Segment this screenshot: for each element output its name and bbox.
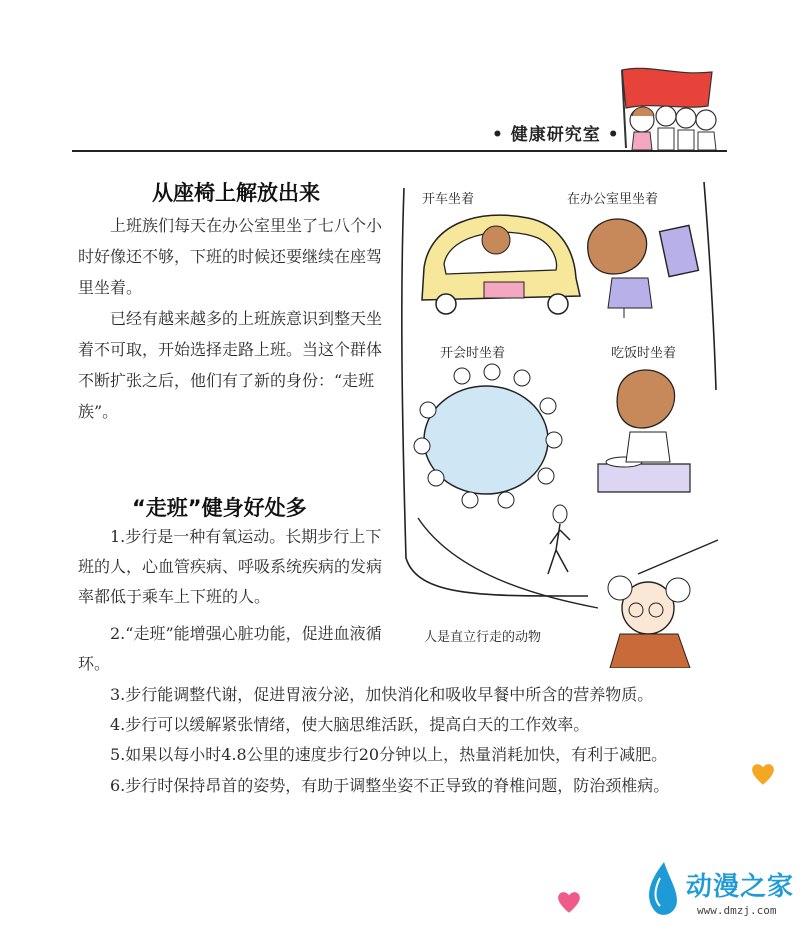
caption-office: 在办公室里坐着 <box>567 192 659 207</box>
caption-dining: 吃饭时坐着 <box>611 346 677 361</box>
paragraph-1: 上班族们每天在办公室里坐了七八个小时好像还不够，下班的时候还要继续在座驾里坐着。 <box>78 216 383 297</box>
sitting-illustration <box>398 178 728 668</box>
car-drawing <box>422 215 580 314</box>
caption-driving: 开车坐着 <box>422 192 475 207</box>
walking-figure <box>548 505 570 574</box>
benefit-item: 2.“走班”能增强心脏功能，促进血液循环。 <box>78 624 382 673</box>
office-drawing <box>588 219 699 318</box>
benefit-item: 6.步行时保持昂首的姿势，有助于调整坐姿不正导致的脊椎问题，防治颈椎病。 <box>110 776 670 795</box>
benefit-item: 3.步行能调整代谢，促进胃液分泌，加快消化和吸收早餐中所含的营养物质。 <box>110 685 654 704</box>
caption-upright: 人是直立行走的动物 <box>424 630 542 645</box>
benefit-item: 1.步行是一种有氧运动。长期步行上下班的人，心血管疾病、呼吸系统疾病的发病率都低于乘车上下班的人。 <box>78 527 383 606</box>
section-tag: • 健康研究室 • <box>492 125 620 145</box>
paragraph-2: 已经有越来越多的上班族意识到整天坐着不可取，开始选择走路上班。当这个群体不断扩张之后，他们有了新的身份：“走班族”。 <box>78 309 383 421</box>
watermark-name: 动漫之家 <box>686 872 795 902</box>
heart-icon <box>556 890 582 916</box>
watermark-url: www.dmzj.com <box>697 904 777 917</box>
meeting-table-drawing <box>414 364 562 508</box>
professor-drawing <box>608 576 690 668</box>
heading-walking-benefits: “走班”健身好处多 <box>132 496 307 520</box>
benefit-item: 4.步行可以缓解紧张情绪，使大脑思维活跃，提高白天的工作效率。 <box>110 715 590 734</box>
heading-unseat: 从座椅上解放出来 <box>152 181 320 205</box>
benefit-item: 5.如果以每小时4.8公里的速度步行20分钟以上，热量消耗加快，有利于减肥。 <box>110 745 668 764</box>
dining-drawing <box>598 370 690 492</box>
header-divider <box>72 150 727 152</box>
caption-meeting: 开会时坐着 <box>440 346 506 361</box>
heart-icon <box>750 762 776 788</box>
flag-crowd-illustration <box>612 66 732 150</box>
